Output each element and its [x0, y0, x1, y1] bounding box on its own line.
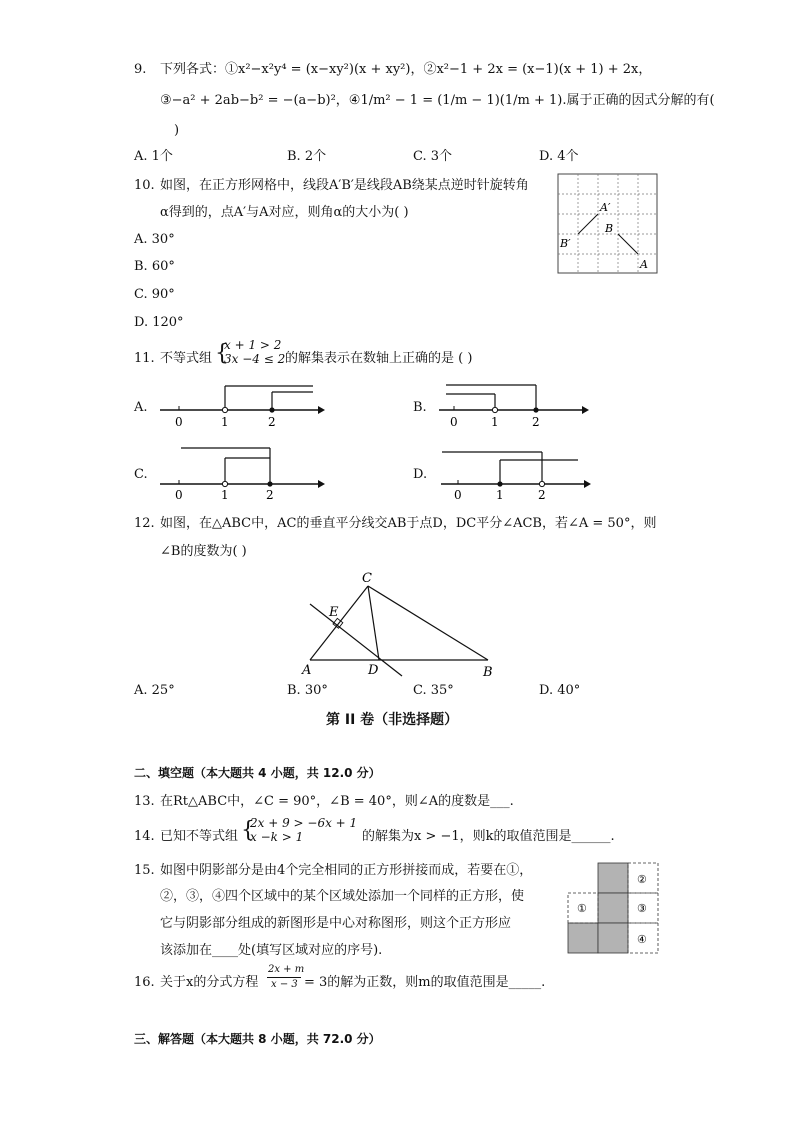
q12-line-1: 如图，在△ABC中，AC的垂直平分线交AB于点D，DC平分∠ACB，若∠A = 50°，则	[160, 516, 657, 531]
tick-0: 0	[175, 488, 183, 502]
q10-option-c: C. 90°	[134, 287, 175, 302]
tick-0: 0	[175, 415, 183, 429]
q11-option-a-letter: A.	[134, 400, 148, 415]
segment-a-prime-b-prime	[578, 214, 598, 234]
q12-option-c: C. 35°	[413, 683, 454, 698]
tick-0: 0	[450, 415, 458, 429]
q13-text: 在Rt△ABC中，∠C = 90°，∠B = 40°，则∠A的度数是___.	[160, 794, 514, 809]
q16-fraction-denominator: x − 3	[271, 979, 298, 990]
q15-line-3: 它与阴影部分组成的新图形是中心对称图形，则这个正方形应	[160, 916, 512, 931]
q12-number: 12.	[134, 516, 155, 531]
q16-fraction-bar	[267, 977, 301, 978]
label-a: A	[302, 663, 312, 678]
q16-pre: 关于x的分式方程	[160, 975, 259, 990]
q14-brace: {	[241, 818, 255, 843]
q9-line-2: ③−a² + 2ab−b² = −(a−b)²，④1/m² − 1 = (1/m − 1)(1/m + 1).属于正确的因式分解的有(	[160, 93, 715, 108]
q14-post: 的解集为x > −1，则k的取值范围是______.	[362, 829, 615, 844]
tick-1: 1	[496, 488, 504, 502]
label-a: A	[640, 258, 648, 271]
q9-line-3: )	[174, 123, 180, 138]
tick-2: 2	[268, 415, 276, 429]
q10-line-2: α得到的，点A′与A对应，则角α的大小为( )	[160, 205, 409, 220]
q11-pre: 不等式组	[160, 351, 213, 366]
region-3-label: ③	[637, 902, 647, 915]
tick-1: 1	[221, 415, 229, 429]
region-2-label: ②	[637, 873, 647, 886]
q11-option-c-letter: C.	[134, 467, 148, 482]
q10-option-d: D. 120°	[134, 315, 184, 330]
q15-number: 15.	[134, 863, 155, 878]
q11-option-b-letter: B.	[413, 400, 427, 415]
tick-2: 2	[266, 488, 274, 502]
q16-post: = 3的解为正数，则m的取值范围是_____.	[304, 975, 546, 990]
q9-option-a: A. 1个	[134, 149, 173, 164]
q9-option-b: B. 2个	[287, 149, 327, 164]
q9-line-1: 下列各式：①x²−x²y⁴ = (x−xy²)(x + xy²)，②x²−1 + 2x = (x−1)(x + 1) + 2x，	[160, 62, 652, 77]
q11-brace: {	[215, 341, 229, 366]
segment-ab	[618, 234, 638, 254]
q11-number: 11.	[134, 351, 155, 366]
q11-sys-top: x + 1 > 2	[224, 338, 282, 352]
q12-option-d: D. 40°	[539, 683, 581, 698]
q9-option-d: D. 4个	[539, 149, 579, 164]
q14-sys-top: 2x + 9 > −6x + 1	[250, 816, 358, 830]
q11-option-b-numberline	[434, 380, 589, 430]
label-d: D	[368, 663, 379, 678]
label-e: E	[329, 605, 339, 620]
label-c: C	[362, 571, 372, 586]
q15-shaded-squares-figure	[566, 862, 660, 956]
q14-sys-bottom: x −k > 1	[250, 830, 304, 844]
q11-post: 的解集表示在数轴上正确的是 ( )	[285, 351, 473, 366]
q15-line-1: 如图中阴影部分是由4个完全相同的正方形拼接而成，若要在①，	[160, 863, 533, 878]
part2-title: 第 II 卷（非选择题）	[326, 712, 459, 728]
q11-option-d-letter: D.	[413, 467, 428, 482]
q10-option-a: A. 30°	[134, 232, 175, 247]
q14-pre: 已知不等式组	[160, 829, 239, 844]
q11-option-c-numberline	[155, 444, 325, 500]
q11-option-a-numberline	[155, 380, 325, 430]
label-b-prime: B′	[560, 237, 571, 250]
tick-2: 2	[532, 415, 540, 429]
q16-number: 16.	[134, 975, 155, 990]
q16-fraction-numerator: 2x + m	[268, 964, 305, 975]
section3-heading: 三、解答题（本大题共 8 小题，共 72.0 分）	[134, 1032, 381, 1046]
q12-triangle-figure	[296, 568, 506, 680]
label-b: B	[483, 665, 493, 680]
q10-number: 10.	[134, 178, 155, 193]
label-a-prime: A′	[600, 201, 611, 214]
tick-0: 0	[454, 488, 462, 502]
q12-option-a: A. 25°	[134, 683, 175, 698]
tick-2: 2	[538, 488, 546, 502]
q13-number: 13.	[134, 794, 155, 809]
q14-number: 14.	[134, 829, 155, 844]
q11-option-d-numberline	[436, 444, 591, 500]
q12-option-b: B. 30°	[287, 683, 328, 698]
region-4-label: ④	[637, 933, 647, 946]
q9-option-c: C. 3个	[413, 149, 453, 164]
q12-line-2: ∠B的度数为( )	[160, 544, 247, 559]
q15-line-2: ②，③，④四个区域中的某个区域处添加一个同样的正方形，使	[160, 889, 525, 904]
q10-option-b: B. 60°	[134, 259, 175, 274]
q10-line-1: 如图，在正方形网格中，线段A′B′是线段AB绕某点逆时针旋转角	[160, 178, 529, 193]
tick-1: 1	[221, 488, 229, 502]
q10-grid-figure	[558, 174, 658, 274]
q15-line-4: 该添加在____处(填写区域对应的序号).	[160, 943, 383, 958]
q11-sys-bottom: 3x −4 ≤ 2	[224, 352, 286, 366]
label-b: B	[605, 222, 614, 235]
section2-heading: 二、填空题（本大题共 4 小题，共 12.0 分）	[134, 766, 381, 780]
tick-1: 1	[491, 415, 499, 429]
region-1-label: ①	[577, 902, 587, 915]
q9-number: 9.	[134, 62, 147, 77]
